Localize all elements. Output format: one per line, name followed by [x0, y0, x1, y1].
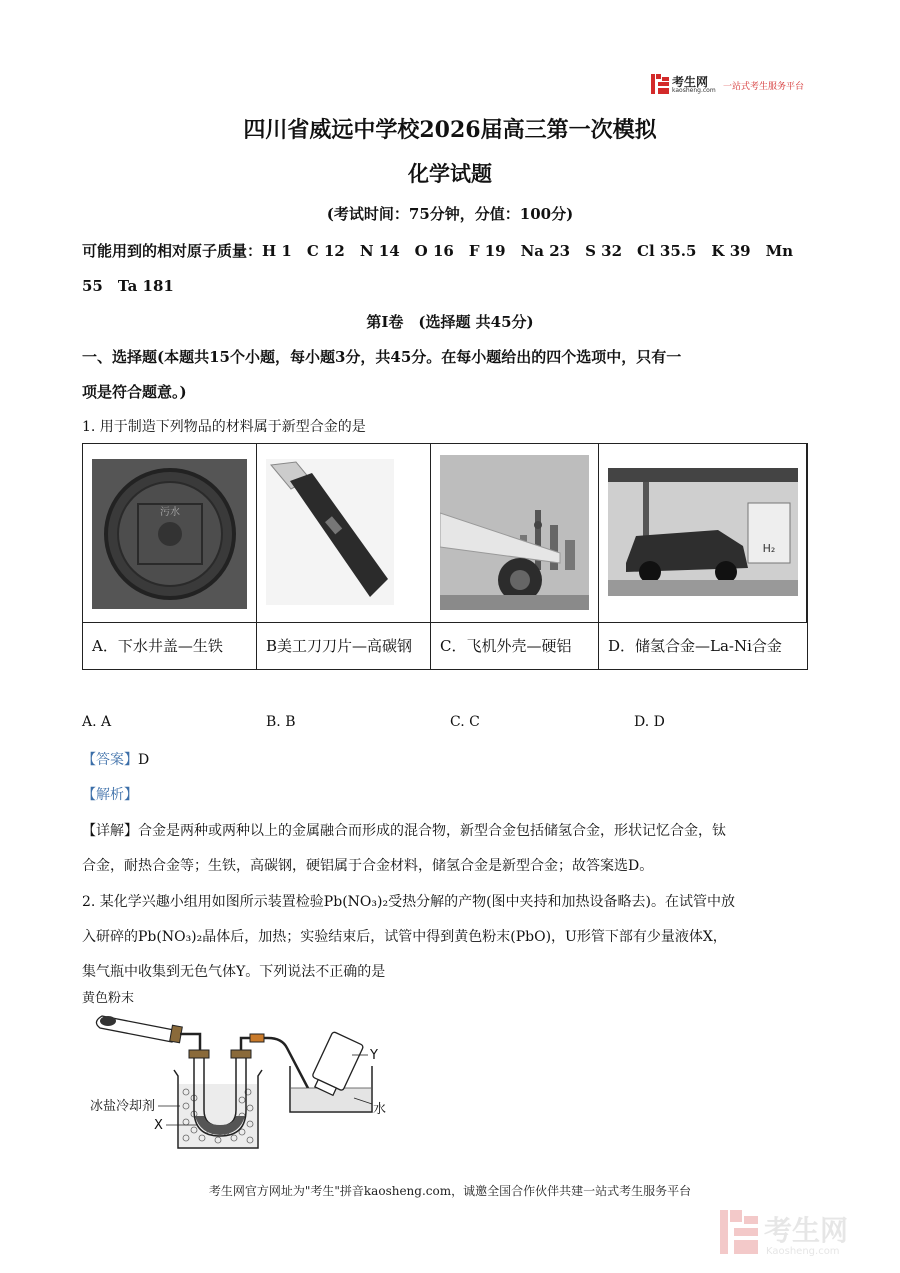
exam-info: (考试时间：75分钟，分值：100分)	[326, 205, 574, 223]
atomic-masses-line1: 可能用到的相对原子质量：H 1 C 12 N 14 O 16 F 19 Na 23 S 32 Cl 35.5 K 39 Mn	[82, 242, 794, 260]
test-tube	[96, 1016, 182, 1043]
q1-detail-line1: 【详解】合金是两种或两种以上的金属融合而形成的混合物，新型合金包括储氢合金，形状记忆合金，钛	[82, 823, 726, 839]
label-liquid-x: X	[154, 1118, 163, 1133]
logo-slogan: 一站式考生服务平台	[723, 82, 805, 92]
kaosheng-logo-icon	[651, 74, 669, 94]
utility-knife-icon	[266, 459, 394, 605]
answer-label: 【答案】	[82, 752, 138, 768]
q1-option-d: D. D	[634, 714, 665, 730]
instructions-line2: 项是符合题意。)	[82, 383, 187, 401]
label-yellow-powder: 黄色粉末	[82, 991, 135, 1006]
logo-name: 考生网	[672, 75, 709, 89]
manhole-cover-text: 污水	[160, 507, 180, 518]
hydrogen-car-icon	[608, 468, 798, 596]
label-water: 水	[373, 1102, 387, 1117]
instructions-line1: 一、选择题(本题共15个小题，每小题3分，共45分。在每小题给出的四个选项中，只有一	[82, 348, 682, 366]
manhole-cover-icon	[92, 459, 247, 609]
q2-stem-line1: 2. 某化学兴趣小组用如图所示装置检验Pb(NO₃)₂受热分解的产物(图中夹持和加热设备略去)。在试管中放	[82, 894, 735, 910]
atomic-masses-line2: 55 Ta 181	[82, 277, 174, 295]
q1-option-c: C. C	[450, 714, 480, 730]
q2-stem-line3: 集气瓶中收集到无色气体Y。下列说法不正确的是	[82, 964, 386, 980]
q1-cell-c	[431, 444, 599, 622]
subject-title: 化学试题	[408, 161, 492, 186]
analysis-label: 【解析】	[82, 787, 138, 803]
q1-stem: 1. 用于制造下列物品的材料属于新型合金的是	[82, 419, 366, 435]
airplane-icon	[440, 455, 589, 610]
q1-options-table	[82, 443, 808, 670]
q2-apparatus-diagram	[82, 988, 412, 1158]
watermark-domain: Kaosheng.com	[766, 1246, 840, 1257]
q1-answer	[82, 749, 149, 769]
q1-label-c: C．飞机外壳—硬铝	[431, 623, 599, 670]
header-logo	[651, 73, 821, 97]
watermark-logo	[718, 1208, 888, 1258]
q1-detail-line2: 合金，耐热合金等；生铁，高碳钢，硬铝属于合金材料，储氢合金是新型合金；故答案选D。	[82, 858, 654, 874]
q1-option-b: B. B	[266, 714, 296, 730]
label-gas-y: Y	[370, 1048, 378, 1063]
q1-cell-d	[599, 444, 807, 622]
q1-cell-a	[83, 444, 257, 622]
watermark-name: 考生网	[764, 1214, 849, 1247]
q1-label-a: A．下水井盖—生铁	[83, 623, 257, 670]
page-footer: 考生网官方网址为"考生"拼音kaosheng.com，诚邀全国合作伙伴共建一站式考生服务平台	[208, 1184, 692, 1198]
exam-title: 四川省威远中学校2026届高三第一次模拟	[243, 117, 657, 143]
watermark-logo-icon	[720, 1210, 758, 1254]
q1-option-a: A. A	[82, 714, 112, 730]
q2-stem-line2: 入研碎的Pb(NO₃)₂晶体后，加热；实验结束后，试管中得到黄色粉末(PbO)，U形管下部有少量液体X，	[82, 929, 727, 945]
q1-label-b: B美工刀刀片—高碳钢	[257, 623, 431, 670]
section-title: 第Ⅰ卷 (选择题 共45分)	[366, 313, 534, 331]
q1-label-row	[83, 622, 807, 669]
label-coolant: 冰盐冷却剂	[90, 1099, 156, 1114]
q1-label-d: D．储氢合金—La-Ni合金	[608, 637, 782, 655]
station-h2-text: H₂	[762, 542, 776, 555]
q1-cell-b	[257, 444, 431, 622]
logo-domain: kaosheng.com	[672, 87, 716, 94]
answer-value: D	[138, 752, 150, 768]
